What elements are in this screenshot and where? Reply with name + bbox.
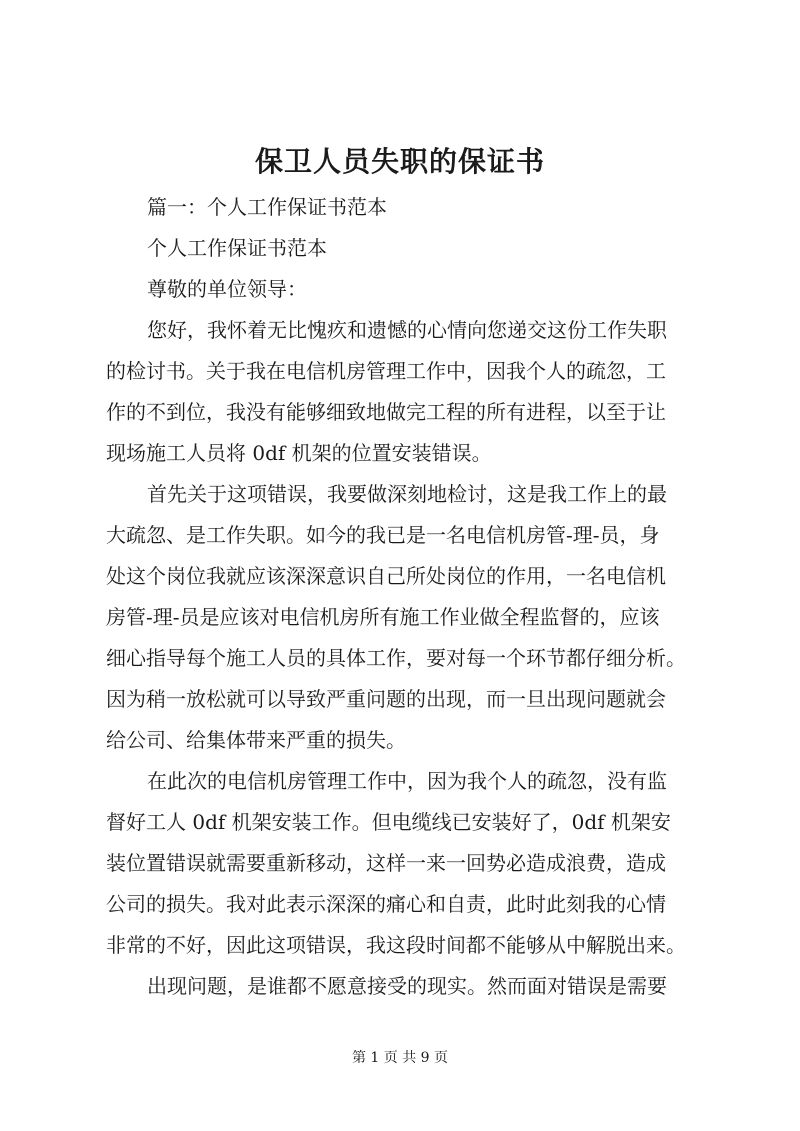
text-line: 公司的损失。我对此表示深深的痛心和自责，此时此刻我的心情 xyxy=(106,892,666,916)
text-line: 作的不到位，我没有能够细致地做完工程的所有进程，以至于让 xyxy=(106,400,666,424)
text-line: 尊敬的单位领导： xyxy=(147,277,307,301)
text-line: 给公司、给集体带来严重的损失。 xyxy=(106,728,406,752)
text-line: 的检讨书。关于我在电信机房管理工作中，因我个人的疏忽，工 xyxy=(106,359,666,383)
text-line: 您好，我怀着无比愧疚和遗憾的心情向您递交这份工作失职 xyxy=(147,318,667,342)
page-footer: 第 1 页 共 9 页 xyxy=(351,1050,449,1066)
text-line: 房管-理-员是应该对电信机房所有施工作业做全程监督的，应该 xyxy=(106,605,660,629)
text-line: 大疏忽、是工作失职。如今的我已是一名电信机房管-理-员，身 xyxy=(106,523,660,547)
text-line: 首先关于这项错误，我要做深刻地检讨，这是我工作上的最 xyxy=(147,482,667,506)
text-line: 因为稍一放松就可以导致严重问题的出现，而一旦出现问题就会 xyxy=(106,687,666,711)
text-line: 现场施工人员将 0df 机架的位置安装错误。 xyxy=(106,441,492,465)
text-line: 在此次的电信机房管理工作中，因为我个人的疏忽，没有监 xyxy=(147,769,667,793)
text-line: 个人工作保证书范本 xyxy=(147,236,327,260)
document-title: 保卫人员失职的保证书 xyxy=(254,145,545,178)
text-line: 非常的不好，因此这项错误，我这段时间都不能够从中解脱出来。 xyxy=(106,933,686,957)
text-line: 细心指导每个施工人员的具体工作，要对每一个环节都仔细分析。 xyxy=(106,646,686,670)
text-line: 篇一：个人工作保证书范本 xyxy=(147,195,387,219)
text-line: 出现问题，是谁都不愿意接受的现实。然而面对错误是需要 xyxy=(147,974,667,998)
text-line: 处这个岗位我就应该深深意识自己所处岗位的作用，一名电信机 xyxy=(106,564,666,588)
text-line: 装位置错误就需要重新移动，这样一来一回势必造成浪费，造成 xyxy=(106,851,666,875)
text-line: 督好工人 0df 机架安装工作。但电缆线已安装好了，0df 机架安 xyxy=(106,810,671,834)
